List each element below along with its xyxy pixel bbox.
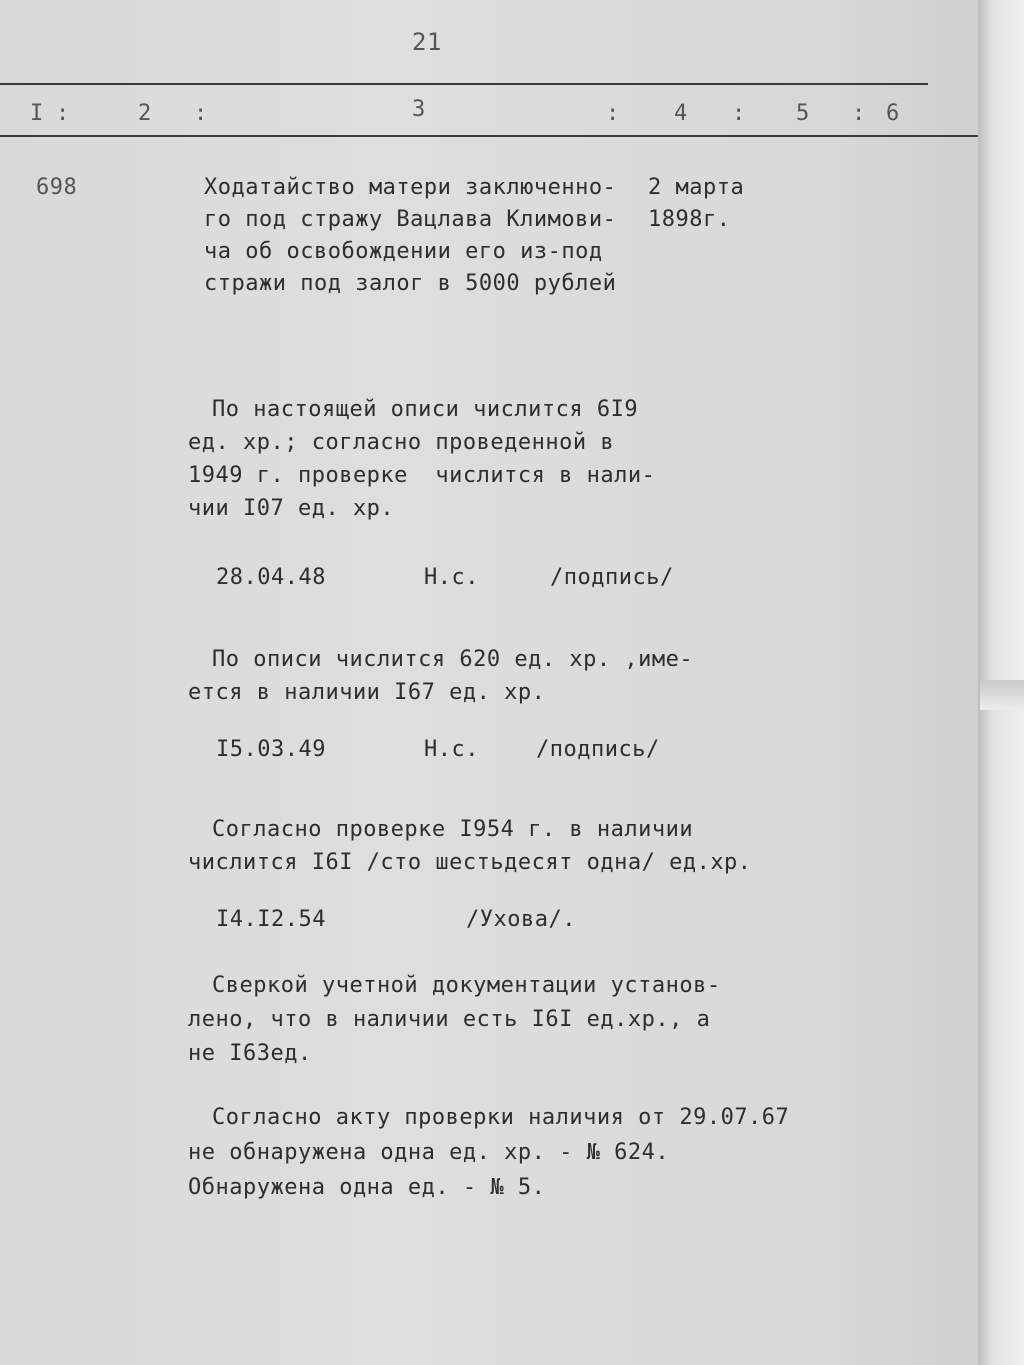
note-line: ется в наличии I67 ед. хр. [188,680,546,705]
column-header-1: I [30,101,44,126]
entry-title-line: ча об освобождении его из-под [204,239,603,264]
note-date: I5.03.49 [216,737,326,762]
note-line: лено, что в наличии есть I6I ед.хр., а [188,1007,711,1032]
column-header-5: 5 [796,101,810,126]
header-bottom-rule [0,135,978,137]
note-signature: /подпись/ [550,565,674,590]
column-separator: : [56,101,70,126]
note-line: Согласно акту проверки наличия от 29.07.67 [212,1105,790,1130]
note-line: Согласно проверке I954 г. в наличии [212,817,694,842]
note-line: По настоящей описи числится 6I9 [212,397,639,422]
note-role: Н.с. [424,565,479,590]
note-line: не I63ед. [188,1041,312,1066]
column-header-3: 3 [412,97,426,122]
column-separator: : [732,101,746,126]
note-date: 28.04.48 [216,565,326,590]
note-signature: /Ухова/. [466,907,576,932]
entry-date-line: 1898г. [648,207,731,232]
paper-fold [980,680,1024,710]
note-line: ед. хр.; согласно проведенной в [188,430,615,455]
note-line: чии I07 ед. хр. [188,496,395,521]
note-line: не обнаружена одна ед. хр. - № 624. [188,1140,670,1165]
note-line: Сверкой учетной документации установ- [212,973,721,998]
column-separator: : [852,101,866,126]
column-header-4: 4 [674,101,688,126]
entry-date-line: 2 марта [648,175,745,200]
column-separator: : [606,101,620,126]
entry-title-line: стражи под залог в 5000 рублей [204,271,617,296]
note-line: числится I6I /сто шестьдесят одна/ ед.хр. [188,850,752,875]
note-signature: /подпись/ [536,737,660,762]
note-line: 1949 г. проверке числится в нали- [188,463,656,488]
note-role: Н.с. [424,737,479,762]
column-separator: : [194,101,208,126]
entry-title-line: го под стражу Вацлава Климови- [204,207,617,232]
column-header-2: 2 [138,101,152,126]
column-header-6: 6 [886,101,900,126]
note-date: I4.I2.54 [216,907,326,932]
entry-title-line: Ходатайство матери заключенно- [204,175,617,200]
note-line: По описи числится 620 ед. хр. ,име- [212,647,694,672]
page-number: 21 [412,28,442,56]
note-line: Обнаружена одна ед. - № 5. [188,1175,546,1200]
entry-number: 698 [36,175,78,200]
header-top-rule [0,83,928,85]
